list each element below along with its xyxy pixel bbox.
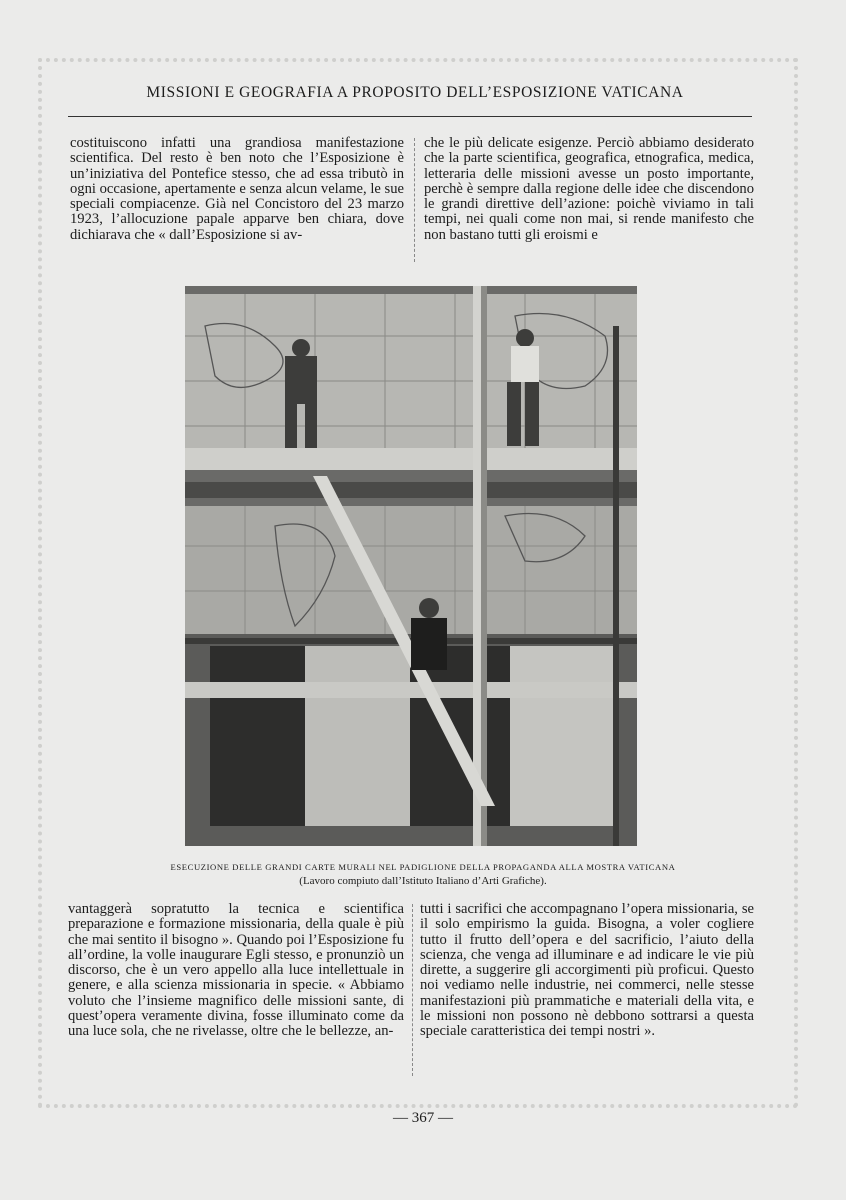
page-number: — 367 — [393, 1110, 453, 1126]
column-divider-bottom [412, 904, 413, 1076]
header-rule [68, 116, 752, 117]
bottom-left-column: vantaggerà sopratutto la tecnica e scientifica preparazione e formazione missionaria, della quale è più che mai sentito il bisogno ». Quando poi l’Esposizione fu all’ordine, la volle inaugurare Egli stesso, e pronunziò un discorso, che è un vero appello alla luce intellettuale in genere, e alla scienza missionaria in specie. « Abbiamo voluto che l’insieme magnifico delle missioni sante, di quest’opera veramente divina, fosse illuminato come da una luce sola, che ne rivelasse, oltre che le bellezze, an- [68, 901, 404, 1040]
top-right-column: che le più delicate esigenze. Perciò abbiamo desiderato che la parte scientifica, geografica, etnografica, medica, letteraria delle missioni avesse un posto importante, perchè è sempre dalla regione delle idee che discendono le grandi direttive dell’azione: poichè viviamo in tali tempi, nei quali come non mai, si rende manifesto che non bastano tutti gli eroismi e [424, 135, 754, 243]
figure-caption-title: ESECUZIONE DELLE GRANDI CARTE MURALI NEL PADIGLIONE DELLA PROPAGANDA ALLA MOSTRA VATICANA [170, 862, 676, 872]
top-left-column: costituiscono infatti una grandiosa manifestazione scientifica. Del resto è ben noto che l’Esposizione è un’iniziativa del Pontefice stesso, che ad essa tributò in ogni occasione, apertamente e senza alcun velame, le sue speciali compiacenze. Già nel Concistoro del 23 marzo 1923, l’allocuzione papale apparve ben chiara, dove dichiarava che « dall’Esposizione si av- [70, 135, 404, 243]
scaffold-photograph [185, 286, 637, 846]
bottom-right-column: tutti i sacrifici che accompagnano l’opera missionaria, se il solo empirismo la guida. Bisogna, a voler cogliere tutto il frutto dell’opera e del sacrificio, l’aiuto della scienza, che venga ad illuminare e ad indicare le vie più dirette, a suggerire gli accorgimenti più proficui. Questo noi vediamo nelle industrie, nei commerci, nelle stesse manifestazioni più prammatiche e materiali della vita, e le missioni non possono nè debbono sottrarsi a questa speciale caratteristica dei tempi nostri ». [420, 901, 754, 1040]
figure-caption-credit: (Lavoro compiuto dall’Istituto Italiano d’Arti Grafiche). [299, 875, 547, 887]
running-header: MISSIONI E GEOGRAFIA A PROPOSITO DELL’ESPOSIZIONE VATICANA [146, 84, 684, 101]
column-divider-top [414, 138, 415, 262]
photo-illustration [185, 286, 637, 846]
